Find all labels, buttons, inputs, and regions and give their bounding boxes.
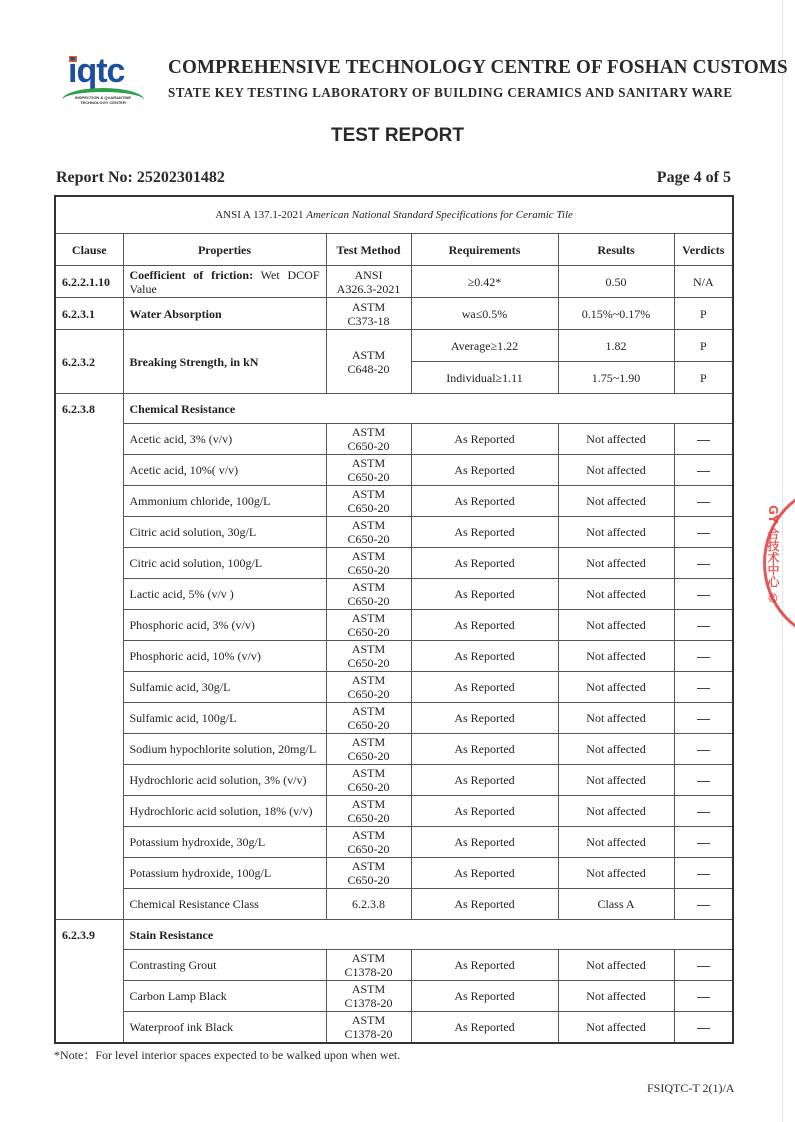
- method-cell: [326, 734, 411, 765]
- method-line1: ASTM: [351, 299, 386, 314]
- clause-cell: 6.2.3.8: [55, 394, 123, 920]
- method-line2: C650-20: [347, 780, 390, 794]
- report-number: Report No: 25202301482: [56, 169, 225, 186]
- method-cell: 6.2.3.8: [326, 889, 411, 920]
- dash-icon: [697, 1028, 710, 1029]
- method-cell: [326, 1012, 411, 1044]
- method-line1: ASTM: [351, 1013, 386, 1027]
- requirement-cell: As Reported: [411, 827, 558, 858]
- result-cell: Not affected: [558, 765, 674, 796]
- table-row-breaking-strength: [55, 330, 733, 362]
- method-cell: [326, 981, 411, 1012]
- property-cell: Potassium hydroxide, 100g/L: [123, 858, 326, 889]
- property-cell: Sodium hypochlorite solution, 20mg/L: [123, 734, 326, 765]
- method-line1: ANSI: [354, 267, 383, 282]
- dash-icon: [697, 781, 710, 782]
- method-cell: [326, 703, 411, 734]
- requirement-cell: Individual≥1.11: [411, 362, 558, 394]
- verdict-cell: [674, 672, 733, 703]
- property-cell: Citric acid solution, 30g/L: [123, 517, 326, 548]
- result-cell: Not affected: [558, 734, 674, 765]
- method-line2: C650-20: [347, 470, 390, 484]
- result-cell: Class A: [558, 889, 674, 920]
- result-cell: Not affected: [558, 827, 674, 858]
- verdict-cell: [674, 858, 733, 889]
- verdict-cell: [674, 765, 733, 796]
- verdict-cell: P: [674, 298, 733, 330]
- method-cell: [326, 266, 411, 298]
- result-cell: Not affected: [558, 703, 674, 734]
- property-cell: Phosphoric acid, 10% (v/v): [123, 641, 326, 672]
- method-cell: [326, 641, 411, 672]
- organization-name: COMPREHENSIVE TECHNOLOGY CENTRE OF FOSHAN CUSTOMS: [168, 56, 788, 78]
- column-header-clause: Clause: [55, 234, 123, 266]
- method-line1: ASTM: [351, 673, 386, 687]
- property-cell: Water Absorption: [123, 298, 326, 330]
- property-rest: Wet DCOF Value: [129, 267, 320, 296]
- table-row: [55, 734, 733, 765]
- column-header-verdicts: Verdicts: [674, 234, 733, 266]
- method-line1: ASTM: [351, 735, 386, 749]
- dash-icon: [697, 812, 710, 813]
- method-line2: C1378-20: [344, 1027, 393, 1041]
- result-cell: Not affected: [558, 641, 674, 672]
- property-cell: Chemical Resistance Class: [123, 889, 326, 920]
- table-row: [55, 672, 733, 703]
- method-cell: [326, 796, 411, 827]
- property-cell: Waterproof ink Black: [123, 1012, 326, 1044]
- method-line1: ASTM: [351, 642, 386, 656]
- standard-code: ANSI A 137.1-2021: [215, 209, 304, 221]
- result-cell: Not affected: [558, 424, 674, 455]
- method-line2: A326.3-2021: [336, 281, 401, 296]
- table-header-row: [55, 234, 733, 266]
- seal-text: GY 合技术中心 ©: [766, 505, 780, 606]
- verdict-cell: [674, 889, 733, 920]
- verdict-cell: [674, 827, 733, 858]
- result-cell: Not affected: [558, 950, 674, 981]
- method-line1: ASTM: [351, 982, 386, 996]
- result-cell: 0.15%~0.17%: [558, 298, 674, 330]
- requirement-cell: As Reported: [411, 734, 558, 765]
- logo-subtitle-line1: INSPECTION & QUARANTINE: [74, 95, 132, 100]
- column-header-requirements: Requirements: [411, 234, 558, 266]
- method-line1: ASTM: [351, 797, 386, 811]
- requirement-cell: As Reported: [411, 672, 558, 703]
- laboratory-name: STATE KEY TESTING LABORATORY OF BUILDING CERAMICS AND SANITARY WARE: [168, 86, 733, 101]
- requirement-cell: ≥0.42*: [411, 266, 558, 298]
- table-row: [55, 579, 733, 610]
- dash-icon: [697, 966, 710, 967]
- requirement-cell: As Reported: [411, 548, 558, 579]
- verdict-cell: [674, 486, 733, 517]
- verdict-cell: [674, 1012, 733, 1044]
- verdict-cell: [674, 734, 733, 765]
- property-cell: Citric acid solution, 100g/L: [123, 548, 326, 579]
- method-line1: ASTM: [351, 951, 386, 965]
- table-row: [55, 950, 733, 981]
- property-cell: Carbon Lamp Black: [123, 981, 326, 1012]
- requirement-cell: As Reported: [411, 796, 558, 827]
- dash-icon: [697, 874, 710, 875]
- logo-subtitle-line2: TECHNOLOGY CENTER: [80, 100, 126, 105]
- requirement-cell: As Reported: [411, 889, 558, 920]
- dash-icon: [697, 595, 710, 596]
- method-cell: [326, 827, 411, 858]
- requirement-cell: As Reported: [411, 579, 558, 610]
- clause-cell: 6.2.3.9: [55, 920, 123, 1044]
- verdict-cell: N/A: [674, 266, 733, 298]
- result-cell: Not affected: [558, 1012, 674, 1044]
- footnote: *Note：For level interior spaces expected to be walked upon when wet.: [54, 1048, 401, 1062]
- method-cell: [326, 424, 411, 455]
- dash-icon: [697, 657, 710, 658]
- clause-cell: 6.2.3.2: [55, 330, 123, 394]
- method-line2: C650-20: [347, 439, 390, 453]
- method-line1: ASTM: [351, 456, 386, 470]
- method-line2: C650-20: [347, 811, 390, 825]
- property-cell: Contrasting Grout: [123, 950, 326, 981]
- verdict-cell: [674, 424, 733, 455]
- result-cell: 1.75~1.90: [558, 362, 674, 394]
- dash-icon: [697, 843, 710, 844]
- requirement-cell: As Reported: [411, 486, 558, 517]
- property-cell: Ammonium chloride, 100g/L: [123, 486, 326, 517]
- dash-icon: [697, 564, 710, 565]
- table-row: [55, 548, 733, 579]
- table-row: [55, 858, 733, 889]
- property-cell: Lactic acid, 5% (v/v ): [123, 579, 326, 610]
- method-line2: C650-20: [347, 501, 390, 515]
- property-cell: Hydrochloric acid solution, 18% (v/v): [123, 796, 326, 827]
- table-row: [55, 827, 733, 858]
- standard-name: American National Standard Specifications for Ceramic Tile: [306, 209, 573, 221]
- page-number: Page 4 of 5: [656, 169, 731, 186]
- method-line2: C1378-20: [344, 965, 393, 979]
- method-line1: ASTM: [351, 859, 386, 873]
- table-row: [55, 486, 733, 517]
- table-row: [55, 641, 733, 672]
- logo-mark: iqtc: [68, 52, 125, 90]
- method-line1: ASTM: [351, 549, 386, 563]
- property-bold: Coefficient of friction:: [129, 267, 254, 282]
- verdict-cell: [674, 950, 733, 981]
- table-title-row: [55, 196, 733, 234]
- method-cell: [326, 858, 411, 889]
- method-line1: ASTM: [351, 518, 386, 532]
- test-results-table: [54, 195, 734, 1044]
- verdict-cell: [674, 703, 733, 734]
- table-row-water-absorption: [55, 298, 733, 330]
- requirement-cell: As Reported: [411, 858, 558, 889]
- dash-icon: [697, 905, 710, 906]
- table-row: [55, 517, 733, 548]
- dash-icon: [697, 750, 710, 751]
- table-row: [55, 455, 733, 486]
- dash-icon: [697, 626, 710, 627]
- method-line1: ASTM: [351, 828, 386, 842]
- iqtc-logo: [62, 54, 152, 104]
- verdict-cell: [674, 981, 733, 1012]
- table-row-cof: [55, 266, 733, 298]
- verdict-cell: P: [674, 362, 733, 394]
- method-line2: C373-18: [347, 313, 390, 328]
- result-cell: Not affected: [558, 610, 674, 641]
- clause-cell: 6.2.2.1.10: [55, 266, 123, 298]
- table-row: [55, 703, 733, 734]
- method-cell: [326, 950, 411, 981]
- method-cell: [326, 517, 411, 548]
- method-line2: C648-20: [347, 361, 390, 376]
- requirement-cell: As Reported: [411, 641, 558, 672]
- requirement-cell: As Reported: [411, 1012, 558, 1044]
- method-cell: [326, 455, 411, 486]
- result-cell: Not affected: [558, 981, 674, 1012]
- dash-icon: [697, 997, 710, 998]
- method-line2: C650-20: [347, 687, 390, 701]
- property-cell: Potassium hydroxide, 30g/L: [123, 827, 326, 858]
- column-header-results: Results: [558, 234, 674, 266]
- method-cell: [326, 765, 411, 796]
- standard-title: [55, 196, 733, 234]
- result-cell: Not affected: [558, 672, 674, 703]
- verdict-cell: [674, 796, 733, 827]
- method-cell: [326, 298, 411, 330]
- table-row-chemical-resistance-class: [55, 889, 733, 920]
- table-row: [55, 1012, 733, 1044]
- table-row: [55, 765, 733, 796]
- verdict-cell: [674, 610, 733, 641]
- dash-icon: [697, 471, 710, 472]
- method-line1: ASTM: [351, 487, 386, 501]
- verdict-cell: [674, 579, 733, 610]
- clause-cell: 6.2.3.1: [55, 298, 123, 330]
- method-line2: C650-20: [347, 842, 390, 856]
- property-cell: Acetic acid, 3% (v/v): [123, 424, 326, 455]
- section-title: Stain Resistance: [123, 920, 733, 950]
- dash-icon: [697, 533, 710, 534]
- requirement-cell: As Reported: [411, 455, 558, 486]
- method-line2: C650-20: [347, 594, 390, 608]
- requirement-cell: wa≤0.5%: [411, 298, 558, 330]
- method-line2: C1378-20: [344, 996, 393, 1010]
- result-cell: 0.50: [558, 266, 674, 298]
- result-cell: Not affected: [558, 486, 674, 517]
- result-cell: 1.82: [558, 330, 674, 362]
- result-cell: Not affected: [558, 455, 674, 486]
- result-cell: Not affected: [558, 858, 674, 889]
- verdict-cell: P: [674, 330, 733, 362]
- method-cell: [326, 672, 411, 703]
- result-cell: Not affected: [558, 548, 674, 579]
- method-line1: ASTM: [351, 611, 386, 625]
- result-cell: Not affected: [558, 579, 674, 610]
- property-cell: Sulfamic acid, 30g/L: [123, 672, 326, 703]
- requirement-cell: As Reported: [411, 610, 558, 641]
- requirement-cell: As Reported: [411, 765, 558, 796]
- requirement-cell: As Reported: [411, 981, 558, 1012]
- property-cell: Breaking Strength, in kN: [123, 330, 326, 394]
- method-cell: [326, 579, 411, 610]
- requirement-cell: As Reported: [411, 703, 558, 734]
- method-line1: ASTM: [351, 704, 386, 718]
- method-line2: C650-20: [347, 656, 390, 670]
- logo-subtitle: [62, 95, 144, 105]
- method-line2: C650-20: [347, 625, 390, 639]
- section-row-chemical-resistance: [55, 394, 733, 424]
- property-cell: Sulfamic acid, 100g/L: [123, 703, 326, 734]
- column-header-test-method: Test Method: [326, 234, 411, 266]
- requirement-cell: As Reported: [411, 950, 558, 981]
- section-title: Chemical Resistance: [123, 394, 733, 424]
- document-title: TEST REPORT: [330, 125, 464, 146]
- method-line2: C650-20: [347, 563, 390, 577]
- property-cell: Phosphoric acid, 3% (v/v): [123, 610, 326, 641]
- property-cell: Acetic acid, 10%( v/v): [123, 455, 326, 486]
- column-header-properties: Properties: [123, 234, 326, 266]
- table-row: [55, 981, 733, 1012]
- section-row-stain-resistance: [55, 920, 733, 950]
- method-line1: ASTM: [351, 766, 386, 780]
- method-line2: C650-20: [347, 873, 390, 887]
- requirement-cell: As Reported: [411, 517, 558, 548]
- verdict-cell: [674, 455, 733, 486]
- result-cell: Not affected: [558, 796, 674, 827]
- table-row: [55, 610, 733, 641]
- method-cell: [326, 610, 411, 641]
- requirement-cell: Average≥1.22: [411, 330, 558, 362]
- dash-icon: [697, 440, 710, 441]
- verdict-cell: [674, 641, 733, 672]
- method-line1: ASTM: [351, 425, 386, 439]
- method-cell: [326, 548, 411, 579]
- verdict-cell: [674, 517, 733, 548]
- verdict-cell: [674, 548, 733, 579]
- method-line1: ASTM: [351, 347, 386, 362]
- official-seal-stamp: [755, 485, 795, 635]
- requirement-cell: As Reported: [411, 424, 558, 455]
- property-cell: Hydrochloric acid solution, 3% (v/v): [123, 765, 326, 796]
- dash-icon: [697, 502, 710, 503]
- dash-icon: [697, 719, 710, 720]
- result-cell: Not affected: [558, 517, 674, 548]
- property-cell: [123, 266, 326, 298]
- method-line2: C650-20: [347, 718, 390, 732]
- method-cell: [326, 330, 411, 394]
- table-row: [55, 796, 733, 827]
- table-row: [55, 424, 733, 455]
- method-line2: C650-20: [347, 532, 390, 546]
- dash-icon: [697, 688, 710, 689]
- method-line1: ASTM: [351, 580, 386, 594]
- form-code: FSIQTC-T 2(1)/A: [647, 1081, 735, 1095]
- method-line2: C650-20: [347, 749, 390, 763]
- method-cell: [326, 486, 411, 517]
